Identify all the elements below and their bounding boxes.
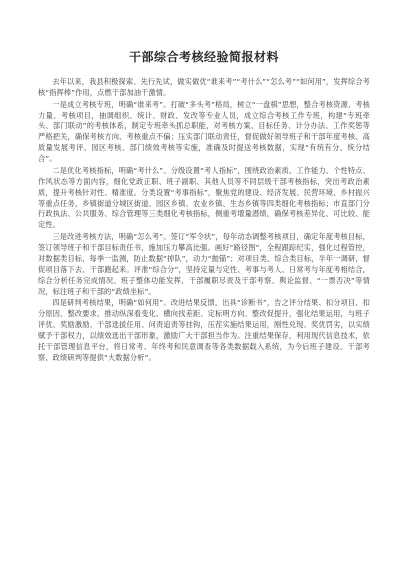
- paragraph-what-to-assess: 二是优化考核指标，明确“考什么”。分级设置“考人指标”，围绕政治素质、工作能力、个性特点、作风状态等方面内容，细化党政正职、班子副职、其他人员等不同层级干部考核指标，突出考政治素质，提升考核针对性、精准度。分类设置“考事指标”，聚焦党的建设、经济发展、民营环境、乡村振兴等重点任务，乡镇街道分城区街道、园区乡镇、农业乡镇、生态乡镇等四类细化考核指标；市直部门分行政执法、公共服务、综合管理等三类细化考核指标，侧重考增量潜绩，确保考核差异化、可比较、能定性。: [38, 165, 370, 230]
- paragraph-how-to-use: 四是研判考核结果，明确“如何用”。改进结果反馈，出具“诊断书”，告之评分结果、扣分项目、扣分原因、整改要求，推动纵深看变化、横向找差距、定标明方向、整改促提升，强化结果运用，与班子评优、奖励激励、干部选拔任用、问责追责等挂钩，压茬实施结果运用，刚性兑现、奖优罚劣，以实绩赋予干部权力，以绩效选出干部形象，激励广大干部担当作为。注重结果保存，利用现代信息技术，依托干部管理信息平台，将日常考、年终考和民意调查等各类数据载入系统，为今后班子建设、干部考察、政绩研判等提供“大数据分析”。: [38, 298, 370, 362]
- document-title: 干部综合考核经验简报材料: [128, 50, 279, 64]
- paragraph-who-assesses: 一是成立考核专班，明确“谁来考”。打破“多头考”格局，树立“一盘棋”思想，整合考核资源、考核力量、考核项目，抽调组织、统计、财政、发改等专业人员，成立综合考核工作专班，构建“专班牵头、部门联动”的考核体系，制定专班牵头抓总职能，对考核方案、目标任务、计分办法、工作奖惩等严格把关，确保考核方向、考核重点不偏；压实部门联动责任，督促做好领导班子和干部年度考核、高质量发展考评、园区考核、部门绩效考核等实施，准确及时提送考核数据，实现“有统有分、统分结合”。: [38, 99, 370, 164]
- paragraph-how-to-assess: 三是改进考核方法，明确“怎么考”。签订“军令状”，每年动态调整考核项目，确定年度考核目标，签订领导班子和干部目标责任书，施加压力攀高比强。画好“路径图”，全程跟踪纪实，强化过程管控，对数据类目标，每季一监测，防止数据“掉队”，动力“抛锚”；对项目类、综合类目标，半年一调研，督促项目落下去、干部跑起来。评准“综合分”，坚持定量与定性、考事与考人、日常考与年度考相结合，综合分析任务完成情况、班子整体功能发挥、干部履职尽责及干部考察、舆论监督、“一票否决”等情况，标注班子和干部的“政绩坐标”。: [38, 232, 370, 296]
- paragraph-intro: 去年以来，我县积极探索、先行先试，做实做优“谁来考”“考什么”“怎么考”“如何用”，发挥综合考核“指挥棒”作用，点燃干部加油干激情。: [38, 77, 370, 97]
